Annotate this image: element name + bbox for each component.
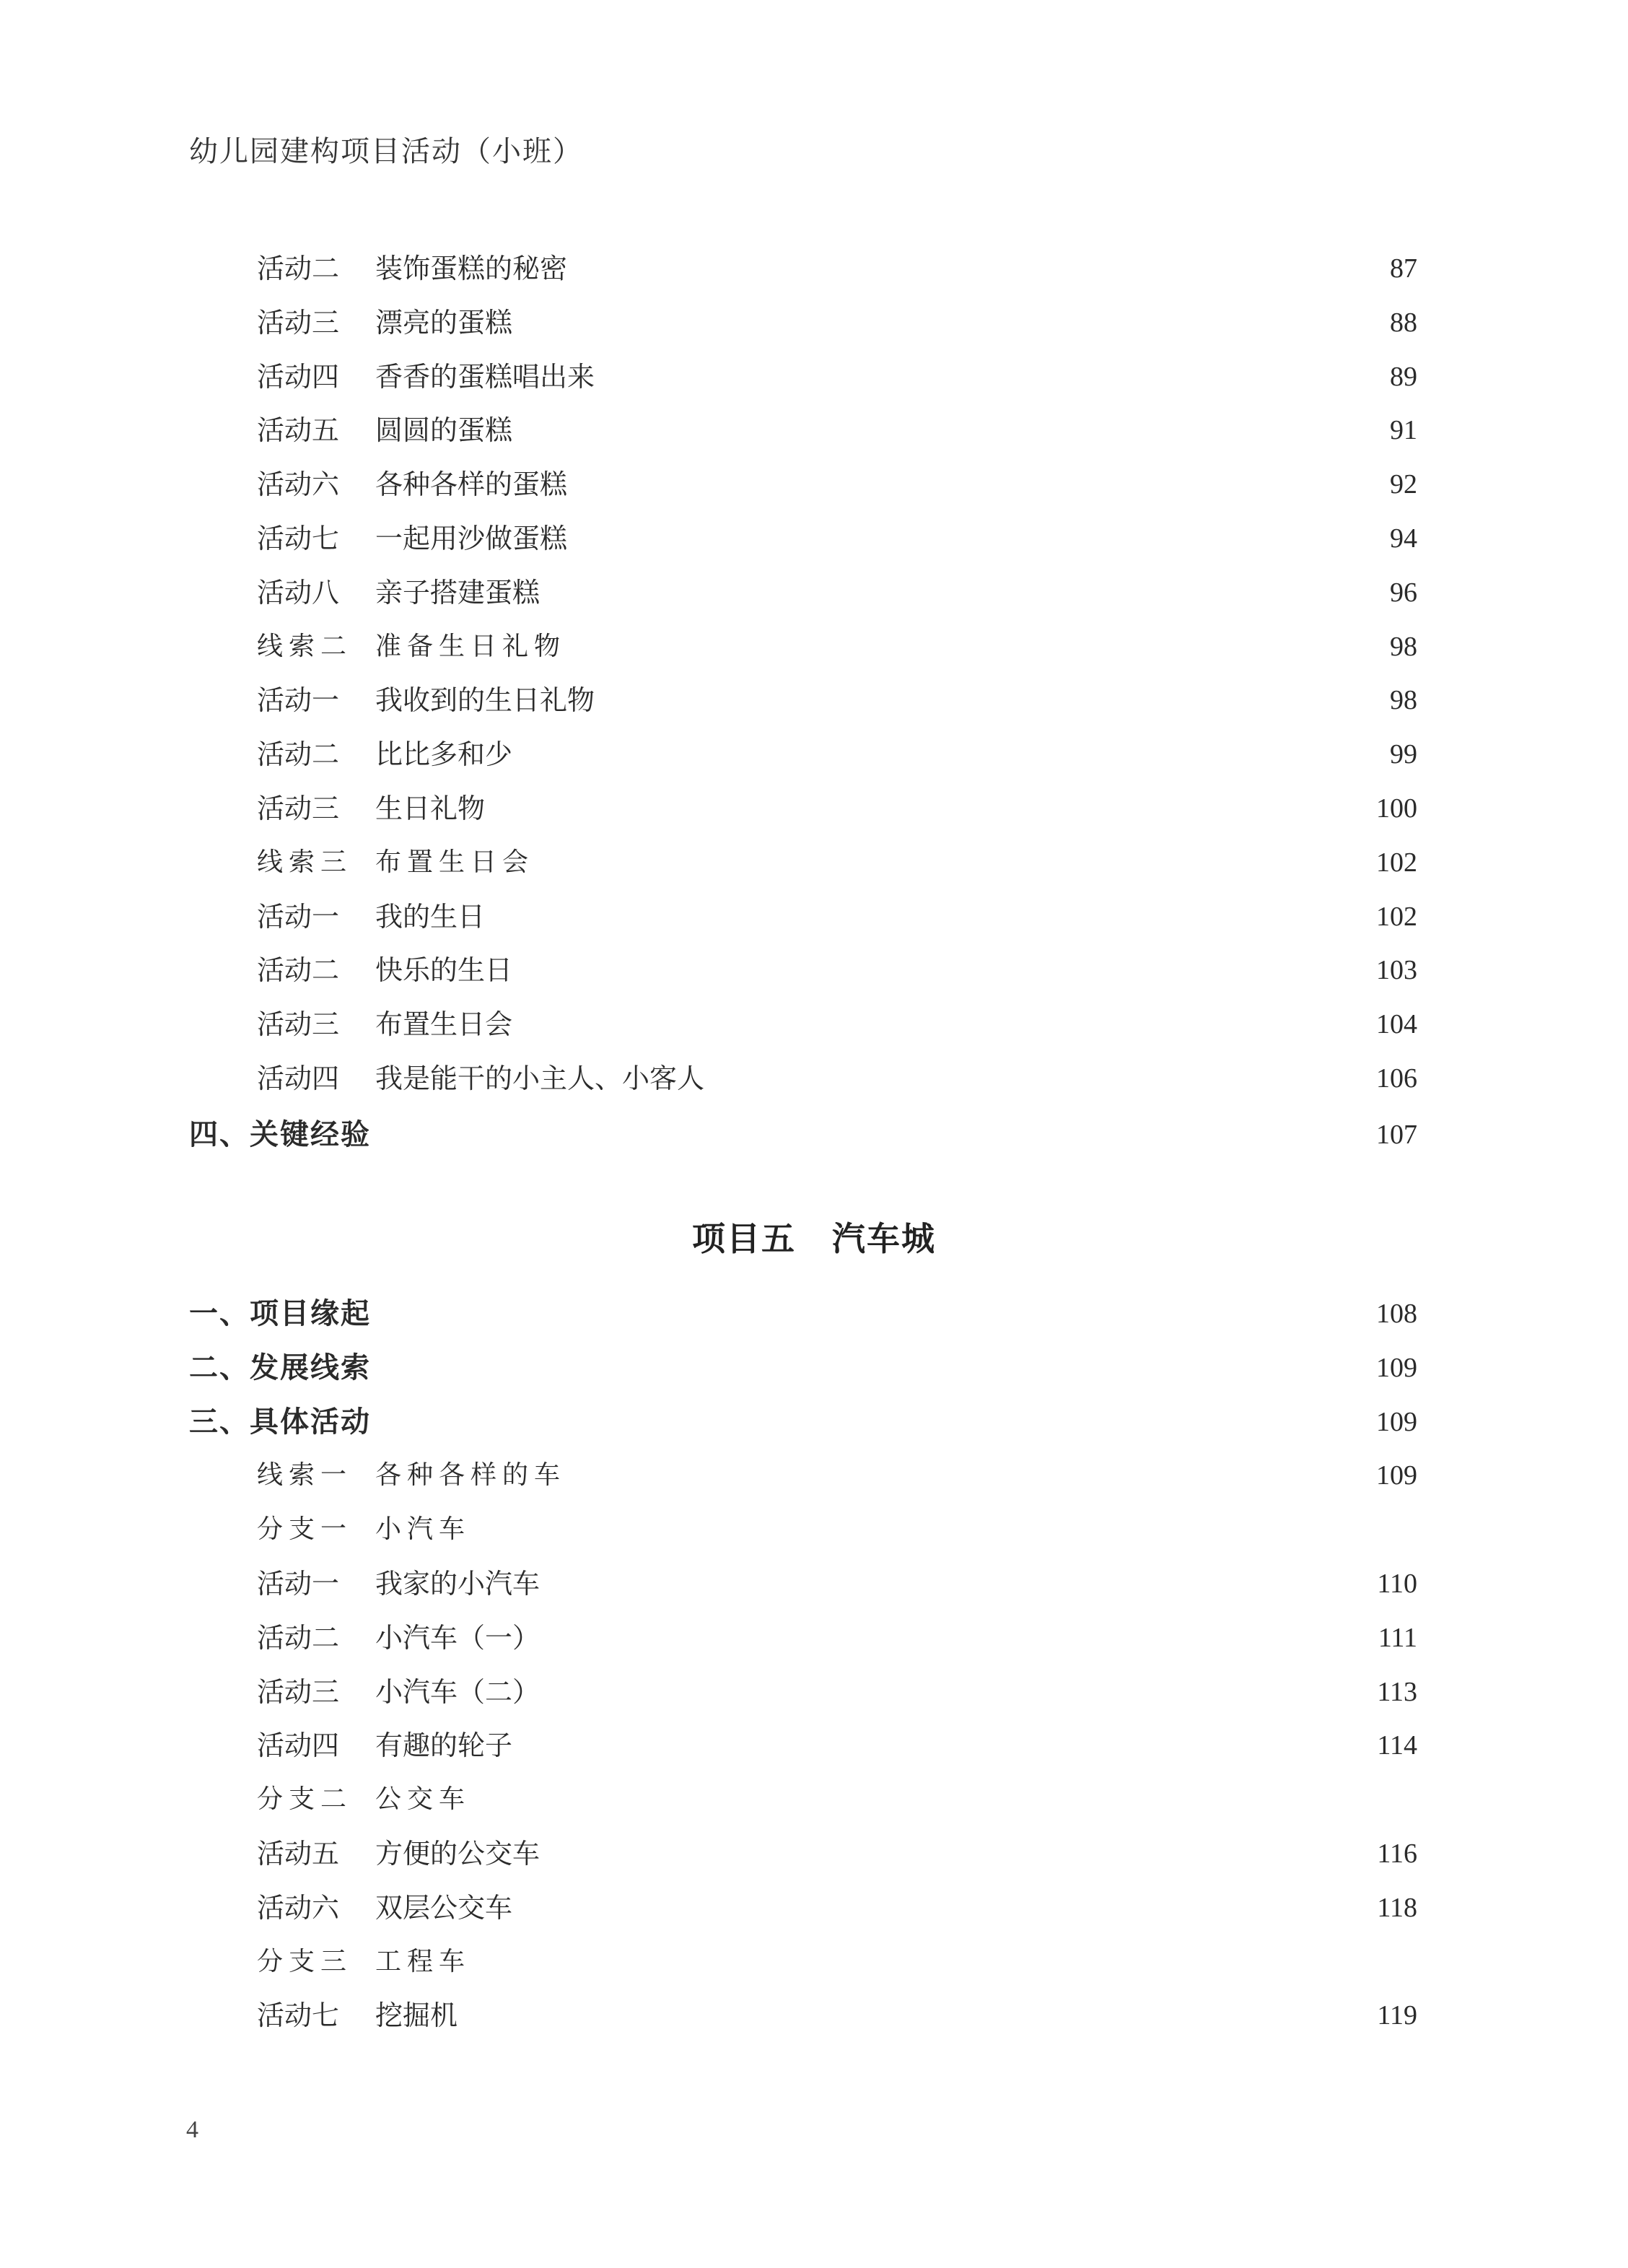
toc-page-number: 114 <box>1377 1730 1417 1761</box>
toc-entry-title: 小汽车（一） <box>375 1621 541 1654</box>
toc-page-number: 106 <box>1376 1063 1417 1094</box>
toc-page-number: 94 <box>1390 523 1417 554</box>
toc-entry-title: 我家的小汽车 <box>375 1568 541 1600</box>
toc-activity-label: 活动六 <box>257 1891 340 1924</box>
toc-section-label: 一、项目缘起 <box>189 1297 371 1330</box>
toc-activity-label: 活动八 <box>257 576 340 609</box>
toc-entry-title: 一起用沙做蛋糕 <box>375 523 568 554</box>
toc-clue-label: 线索三 <box>257 847 353 877</box>
toc-activity-label: 活动一 <box>257 1568 340 1600</box>
toc-page-number: 96 <box>1390 577 1417 608</box>
toc-entry <box>0 301 1628 344</box>
page-number: 4 <box>186 2116 198 2143</box>
toc-entry <box>0 1346 1628 1390</box>
toc-entry <box>0 1400 1628 1444</box>
toc-page-number: 111 <box>1378 1622 1417 1653</box>
toc-entry-title: 我是能干的小主人、小客人 <box>375 1063 705 1094</box>
toc-entry-title: 公交车 <box>375 1784 471 1815</box>
toc-activity-label: 活动五 <box>257 414 340 447</box>
toc-activity-label: 活动二 <box>257 253 340 284</box>
toc-activity-label: 活动一 <box>257 900 340 933</box>
toc-page-number: 91 <box>1390 415 1417 446</box>
toc-activity-label: 活动三 <box>257 1008 340 1041</box>
toc-entry <box>0 355 1628 398</box>
toc-clue-label: 分支二 <box>257 1784 353 1815</box>
toc-entry-title: 方便的公交车 <box>375 1838 541 1870</box>
toc-entry <box>0 571 1628 614</box>
toc-entry-title: 各种各样的蛋糕 <box>375 468 568 501</box>
toc-entry-title: 挖掘机 <box>375 1999 458 2032</box>
toc-entry <box>0 1778 1628 1821</box>
toc-clue-label: 线索二 <box>257 631 353 661</box>
toc-page-number: 102 <box>1376 847 1417 878</box>
toc-clue-label: 分支三 <box>257 1946 353 1976</box>
toc-entry <box>0 1057 1628 1100</box>
toc-entry-title: 圆圆的蛋糕 <box>375 414 513 447</box>
toc-entry <box>0 841 1628 884</box>
toc-entry <box>0 247 1628 290</box>
toc-entry-title: 香香的蛋糕唱出来 <box>375 360 595 393</box>
toc-entry <box>0 463 1628 506</box>
toc-page-number: 103 <box>1376 955 1417 986</box>
toc-entry-title: 工程车 <box>375 1946 471 1976</box>
toc-page-number: 99 <box>1390 739 1417 770</box>
toc-activity-label: 活动三 <box>257 793 340 824</box>
toc-page-number: 109 <box>1376 1406 1417 1437</box>
toc-activity-label: 活动四 <box>257 360 340 393</box>
toc-activity-label: 活动二 <box>257 954 340 987</box>
toc-entry <box>0 1292 1628 1335</box>
toc-page-number: 98 <box>1390 631 1417 662</box>
toc-entry-title: 双层公交车 <box>375 1891 513 1924</box>
toc-entry-title: 各种各样的车 <box>375 1460 566 1491</box>
toc-section-label: 四、关键经验 <box>189 1118 371 1151</box>
toc-entry-title: 生日礼物 <box>375 793 486 824</box>
toc-entry-title: 布置生日会 <box>375 847 535 877</box>
toc-activity-label: 活动六 <box>257 468 340 501</box>
toc-page-number: 98 <box>1390 685 1417 716</box>
toc-entry-title: 我的生日 <box>375 900 486 933</box>
toc-entry-title: 小汽车 <box>375 1514 471 1545</box>
toc-activity-label: 活动四 <box>257 1063 340 1094</box>
toc-entry-title: 装饰蛋糕的秘密 <box>375 253 568 284</box>
toc-activity-label: 活动四 <box>257 1730 340 1762</box>
toc-page-number: 116 <box>1377 1839 1417 1869</box>
toc-entry <box>0 1113 1628 1156</box>
toc-entry <box>0 1003 1628 1046</box>
toc-activity-label: 活动七 <box>257 523 340 554</box>
running-header: 幼儿园建构项目活动（小班） <box>189 135 583 168</box>
project-heading <box>0 1213 1628 1260</box>
toc-clue-label: 线索一 <box>257 1460 353 1491</box>
toc-entry-title: 准备生日礼物 <box>375 631 566 661</box>
toc-page-number: 100 <box>1376 793 1417 824</box>
toc-page-number: 109 <box>1376 1352 1417 1383</box>
toc-entry <box>0 895 1628 938</box>
toc-entry <box>0 1994 1628 2037</box>
toc-page-number: 88 <box>1390 307 1417 338</box>
toc-entry-title: 有趣的轮子 <box>375 1730 513 1762</box>
toc-entry <box>0 517 1628 560</box>
toc-entry <box>0 1940 1628 1984</box>
toc-entry-title: 比比多和少 <box>375 738 513 771</box>
toc-activity-label: 活动一 <box>257 684 340 717</box>
toc-page-number: 87 <box>1390 253 1417 284</box>
project-name: 汽车城 <box>832 1219 936 1258</box>
toc-entry-title: 我收到的生日礼物 <box>375 684 595 717</box>
toc-entry <box>0 1454 1628 1497</box>
toc-entry-title: 布置生日会 <box>375 1008 513 1041</box>
project-number: 项目五 <box>692 1219 796 1258</box>
toc-entry <box>0 1670 1628 1714</box>
toc-section-label: 三、具体活动 <box>189 1405 371 1439</box>
toc-activity-label: 活动二 <box>257 1621 340 1654</box>
toc-activity-label: 活动三 <box>257 306 340 339</box>
toc-entry <box>0 1562 1628 1605</box>
toc-page-number: 89 <box>1390 361 1417 392</box>
toc-entry <box>0 409 1628 452</box>
toc-activity-label: 活动五 <box>257 1838 340 1870</box>
toc-activity-label: 活动七 <box>257 1999 340 2032</box>
toc-activity-label: 活动二 <box>257 738 340 771</box>
toc-page-number: 119 <box>1377 2000 1417 2031</box>
toc-page-number: 108 <box>1376 1299 1417 1329</box>
toc-entry <box>0 1832 1628 1875</box>
toc-section-label: 二、发展线索 <box>189 1351 371 1384</box>
toc-entry-title: 漂亮的蛋糕 <box>375 306 513 339</box>
toc-entry-title: 亲子搭建蛋糕 <box>375 576 541 609</box>
toc-page-number: 92 <box>1390 469 1417 500</box>
toc-page-number: 102 <box>1376 901 1417 932</box>
toc-page-number: 109 <box>1376 1460 1417 1491</box>
toc-page-number: 118 <box>1377 1892 1417 1923</box>
toc-entry-title: 快乐的生日 <box>375 954 513 987</box>
toc-entry <box>0 1508 1628 1551</box>
toc-entry <box>0 733 1628 776</box>
toc-entry <box>0 1616 1628 1659</box>
toc-entry <box>0 625 1628 668</box>
toc-clue-label: 分支一 <box>257 1514 353 1545</box>
toc-entry <box>0 679 1628 722</box>
toc-page-number: 107 <box>1376 1120 1417 1150</box>
toc-page-number: 110 <box>1377 1569 1417 1599</box>
toc-entry <box>0 1886 1628 1929</box>
toc-page-number: 113 <box>1377 1676 1417 1707</box>
toc-entry <box>0 948 1628 992</box>
toc-page-number: 104 <box>1376 1009 1417 1040</box>
toc-entry <box>0 1724 1628 1767</box>
toc-entry <box>0 787 1628 830</box>
toc-entry-title: 小汽车（二） <box>375 1675 541 1708</box>
toc-activity-label: 活动三 <box>257 1675 340 1708</box>
